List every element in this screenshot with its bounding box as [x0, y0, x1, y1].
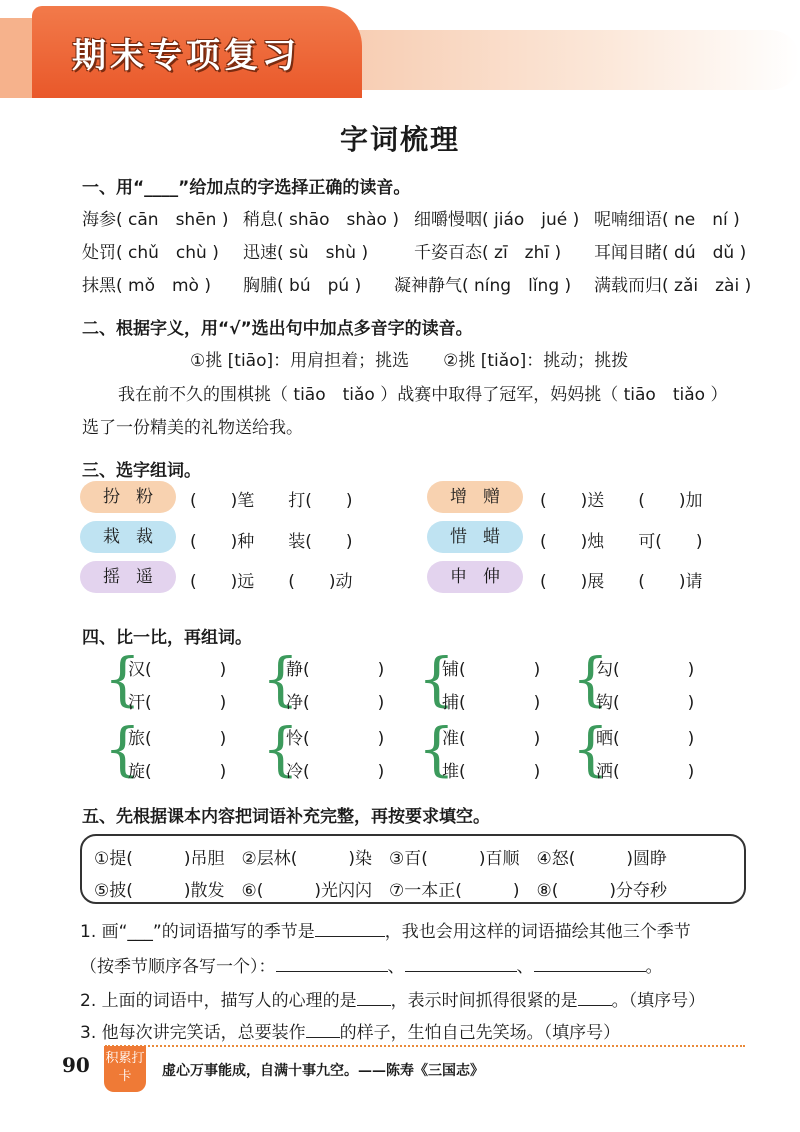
answer-blank[interactable] [534, 955, 646, 972]
q1-sep: 、 [516, 957, 534, 977]
s2-sentence-line1: 我在前不久的围棋挑（ tiāo tiǎo ）战赛中取得了冠军，妈妈挑（ tiāo tiǎo ） [118, 385, 728, 405]
s2-sentence-line2: 选了一份精美的礼物送给我。 [82, 418, 303, 438]
compare-word: 捕( ) [442, 693, 541, 713]
brace-icon: { [262, 645, 299, 713]
fill-blank-pair: ( )烛 可( ) [540, 532, 703, 552]
page-number: 90 [62, 1053, 90, 1077]
char-pill: 栽裁 [80, 521, 176, 553]
section1-heading: 一、用“____”给加点的字选择正确的读音。 [82, 178, 411, 198]
s1-item: 胸脯( bú pú ) [243, 276, 362, 296]
s1-item: 迅速( sù shù ) [243, 243, 369, 263]
s1-item: 凝神静气( níng lǐng ) [394, 276, 572, 296]
answer-blank[interactable] [306, 1021, 340, 1038]
s1-item: 满载而归( zǎi zài ) [594, 276, 752, 296]
s1-item: 呢喃细语( ne ní ) [594, 210, 740, 230]
compare-word: 旋( ) [128, 762, 227, 782]
q1-sep: 、 [387, 957, 405, 977]
s1-item: 耳闻目睹( dú dǔ ) [594, 243, 747, 263]
q2-text-b: ，表示时间抓得很紧的是 [390, 991, 578, 1011]
compare-word: 静( ) [286, 660, 385, 680]
section5-heading: 五、先根据课本内容把词语补充完整，再按要求填空。 [82, 807, 490, 827]
s1-item: 千姿百态( zī zhī ) [414, 243, 562, 263]
q1-text-b: ，我也会用这样的词语描绘其他三个季节 [384, 922, 691, 942]
compare-word: 钩( ) [596, 693, 695, 713]
brace-icon: { [572, 645, 609, 713]
answer-blank[interactable] [315, 920, 385, 937]
compare-word: 汗( ) [128, 693, 227, 713]
compare-word: 冷( ) [286, 762, 385, 782]
question-1 [80, 917, 691, 942]
char-pill: 增赠 [427, 481, 523, 513]
section2-heading: 二、根据字义，用“√”选出句中加点多音字的读音。 [82, 319, 473, 339]
q1-text-c: （按季节顺序各写一个）： [80, 957, 276, 977]
compare-word: 怜( ) [286, 729, 385, 749]
fill-blank-pair: ( )送 ( )加 [540, 491, 703, 511]
compare-word: 净( ) [286, 693, 385, 713]
q1-end: 。 [645, 957, 663, 977]
fill-blank-pair: ( )笔 打( ) [190, 491, 353, 511]
brace-icon: { [262, 715, 299, 783]
brace-icon: { [572, 715, 609, 783]
compare-word: 堆( ) [442, 762, 541, 782]
compare-word: 铺( ) [442, 660, 541, 680]
answer-blank[interactable] [578, 989, 612, 1006]
fill-blank-pair: ( )展 ( )请 [540, 572, 703, 592]
question-1-cont [80, 952, 663, 977]
word-box-line2: ⑤披( )散发 ⑥( )光闪闪 ⑦一本正( ) ⑧( )分夺秒 [94, 881, 668, 901]
banner-title: 期末专项复习 [72, 36, 300, 76]
char-pill: 惜蜡 [427, 521, 523, 553]
word-box-line1: ①提( )吊胆 ②层林( )染 ③百( )百顺 ④怒( )圆睁 [94, 849, 668, 869]
section4-heading: 四、比一比，再组词。 [82, 628, 252, 648]
char-pill: 扮粉 [80, 481, 176, 513]
compare-word: 勾( ) [596, 660, 695, 680]
s1-item: 海参( cān shēn ) [82, 210, 229, 230]
char-pill: 申伸 [427, 561, 523, 593]
footer-divider [105, 1045, 745, 1047]
q2-text-a: 2. 上面的词语中，描写人的心理的是 [80, 991, 357, 1011]
question-2 [80, 986, 705, 1011]
s1-item: 抹黑( mǒ mò ) [82, 276, 211, 296]
q3-text-b: 的样子，生怕自己先笑场。（填序号） [339, 1023, 621, 1043]
compare-word: 洒( ) [596, 762, 695, 782]
answer-blank[interactable] [276, 955, 388, 972]
answer-blank[interactable] [357, 989, 391, 1006]
brace-icon: { [418, 645, 455, 713]
s1-item: 细嚼慢咽( jiáo jué ) [414, 210, 580, 230]
page-title: 字词梳理 [339, 123, 460, 156]
fill-blank-pair: ( )远 ( )动 [190, 572, 353, 592]
q3-text-a: 3. 他每次讲完笑话，总要装作 [80, 1023, 306, 1043]
s1-item: 稍息( shāo shào ) [243, 210, 399, 230]
footer-quote: 虚心万事能成，自满十事九空。——陈寿《三国志》 [162, 1063, 484, 1079]
compare-word: 汉( ) [128, 660, 227, 680]
section3-heading: 三、选字组词。 [82, 461, 201, 481]
compare-word: 准( ) [442, 729, 541, 749]
q1-text-a: 1. 画“___”的词语描写的季节是 [80, 922, 315, 942]
q2-text-c: 。（填序号） [611, 991, 706, 1011]
s1-item: 处罚( chǔ chù ) [82, 243, 219, 263]
compare-word: 晒( ) [596, 729, 695, 749]
char-pill: 摇遥 [80, 561, 176, 593]
fill-blank-pair: ( )种 装( ) [190, 532, 353, 552]
brace-icon: { [104, 645, 141, 713]
compare-word: 旅( ) [128, 729, 227, 749]
answer-blank[interactable] [405, 955, 517, 972]
question-3 [80, 1018, 620, 1043]
brace-icon: { [104, 715, 141, 783]
s2-meanings: ①挑 [tiāo]：用肩担着；挑选 ②挑 [tiǎo]：挑动；挑拨 [190, 351, 629, 371]
checkin-badge: 积累打卡 [104, 1046, 146, 1092]
brace-icon: { [418, 715, 455, 783]
